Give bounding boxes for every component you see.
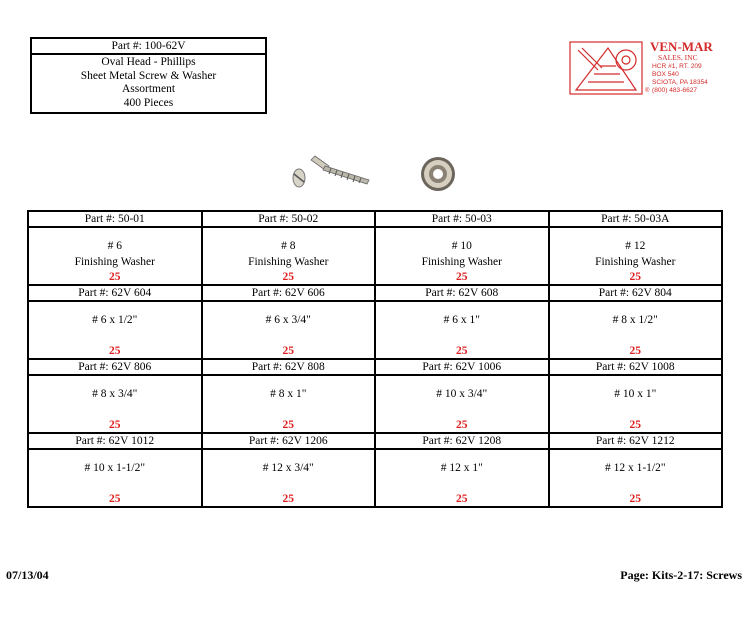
part-size-text	[29, 386, 201, 402]
part-number-cell: Part #: 62V 606	[202, 285, 376, 301]
logo-name: VEN-MAR	[650, 40, 713, 54]
part-quantity: 25	[282, 493, 294, 505]
footer-page-label: Page: Kits-2-17: Screws	[620, 568, 742, 582]
logo-bolt-icon	[576, 48, 636, 90]
part-size-text	[203, 312, 375, 328]
part-quantity: 25	[282, 271, 294, 283]
part-detail-cell	[28, 301, 202, 359]
part-quantity: 25	[109, 271, 121, 283]
part-number-row	[28, 285, 722, 301]
part-detail-cell	[549, 449, 723, 507]
part-number-row	[28, 433, 722, 449]
part-quantity: 25	[456, 271, 468, 283]
part-number-cell: Part #: 62V 1008	[549, 359, 723, 375]
part-number-cell: Part #: 62V 1208	[375, 433, 549, 449]
kit-description-line: 400 Pieces	[123, 96, 174, 109]
logo-thread-icon	[588, 66, 624, 82]
part-detail-cell	[375, 227, 549, 285]
part-size-text	[29, 312, 201, 328]
part-detail-row	[28, 227, 722, 285]
part-detail-cell	[549, 375, 723, 433]
part-detail-cell	[202, 375, 376, 433]
part-number-cell: Part #: 50-03A	[549, 211, 723, 227]
part-detail-cell	[28, 375, 202, 433]
part-size-text	[550, 460, 722, 476]
logo-phone: (800) 483-6627	[652, 87, 698, 94]
logo-address-line: BOX 540	[652, 71, 679, 78]
part-number-cell: Part #: 62V 608	[375, 285, 549, 301]
part-detail-cell	[375, 301, 549, 359]
footer-date: 07/13/04	[6, 568, 49, 582]
part-number-cell: Part #: 62V 806	[28, 359, 202, 375]
part-quantity: 25	[629, 419, 641, 431]
part-detail-cell	[549, 227, 723, 285]
part-size: # 6 x 1/2"	[92, 314, 138, 326]
part-size: # 10	[451, 240, 472, 252]
part-number-cell: Part #: 62V 808	[202, 359, 376, 375]
part-detail-cell	[202, 301, 376, 359]
part-number-cell: Part #: 62V 1206	[202, 433, 376, 449]
logo-sub: SALES, INC	[658, 53, 698, 62]
part-detail-cell	[28, 227, 202, 285]
logo-nut-icon	[616, 50, 636, 70]
part-number-cell: Part #: 62V 604	[28, 285, 202, 301]
part-number-cell: Part #: 50-03	[375, 211, 549, 227]
part-size: # 6	[107, 240, 122, 252]
part-size: # 8	[281, 240, 296, 252]
part-quantity: 25	[629, 345, 641, 357]
part-size-text	[376, 460, 548, 476]
part-number-cell: Part #: 50-02	[202, 211, 376, 227]
part-size: # 8 x 1"	[270, 388, 307, 400]
part-detail-cell	[28, 449, 202, 507]
part-quantity: 25	[109, 419, 121, 431]
part-size-text	[550, 386, 722, 402]
part-size: # 10 x 1-1/2"	[84, 462, 146, 474]
part-size: # 12 x 1"	[440, 462, 483, 474]
kit-description-line: Sheet Metal Screw & Washer	[80, 69, 217, 82]
part-size: # 10 x 3/4"	[436, 388, 488, 400]
part-quantity: 25	[109, 345, 121, 357]
part-detail-cell	[202, 449, 376, 507]
part-quantity: 25	[282, 345, 294, 357]
part-quantity: 25	[109, 493, 121, 505]
part-size-text	[203, 386, 375, 402]
part-type: Finishing Washer	[74, 256, 155, 268]
part-quantity: 25	[456, 345, 468, 357]
part-quantity: 25	[282, 419, 294, 431]
part-size: # 8 x 1/2"	[612, 314, 658, 326]
logo-registered-mark: ®	[645, 88, 650, 94]
part-size: # 8 x 3/4"	[92, 388, 138, 400]
part-size: # 6 x 1"	[443, 314, 480, 326]
part-number-row	[28, 359, 722, 375]
part-type: Finishing Washer	[421, 256, 502, 268]
part-size: # 10 x 1"	[614, 388, 657, 400]
part-detail-cell	[375, 375, 549, 433]
part-number-cell: Part #: 50-01	[28, 211, 202, 227]
part-size-text	[376, 238, 548, 270]
logo-screw-icon	[578, 48, 602, 70]
part-size: # 12 x 3/4"	[262, 462, 314, 474]
part-detail-row	[28, 375, 722, 433]
part-detail-row	[28, 301, 722, 359]
part-number-cell: Part #: 62V 804	[549, 285, 723, 301]
part-size-text	[376, 386, 548, 402]
part-size-text	[203, 460, 375, 476]
kit-part-number: Part #: 100-62V	[32, 39, 265, 55]
part-detail-row	[28, 449, 722, 507]
part-size-text	[550, 238, 722, 270]
logo-nut-hole-icon	[622, 56, 630, 64]
ven-mar-logo	[568, 40, 743, 98]
part-size-text	[550, 312, 722, 328]
part-quantity: 25	[629, 271, 641, 283]
part-number-cell: Part #: 62V 1012	[28, 433, 202, 449]
logo-address-line: SCIOTA, PA 18354	[652, 79, 708, 86]
part-size: # 12 x 1-1/2"	[604, 462, 666, 474]
part-quantity: 25	[629, 493, 641, 505]
part-detail-cell	[549, 301, 723, 359]
part-size: # 12	[625, 240, 646, 252]
kit-header-box	[30, 37, 267, 114]
part-number-row	[28, 211, 722, 227]
part-number-cell: Part #: 62V 1006	[375, 359, 549, 375]
parts-table	[27, 210, 723, 508]
logo-address-line: HCR #1, RT. 209	[652, 63, 702, 70]
part-size-text	[203, 238, 375, 270]
part-size: # 6 x 3/4"	[265, 314, 311, 326]
part-quantity: 25	[456, 419, 468, 431]
part-size-text	[376, 312, 548, 328]
part-detail-cell	[375, 449, 549, 507]
kit-description-line: Assortment	[121, 83, 176, 95]
part-type: Finishing Washer	[595, 256, 676, 268]
part-size-text	[29, 238, 201, 270]
part-size-text	[29, 460, 201, 476]
part-quantity: 25	[456, 493, 468, 505]
washer-icon	[421, 157, 455, 191]
part-detail-cell	[202, 227, 376, 285]
product-images	[285, 152, 465, 196]
part-number-cell: Part #: 62V 1212	[549, 433, 723, 449]
part-type: Finishing Washer	[248, 256, 329, 268]
kit-description	[32, 55, 265, 112]
kit-description-line: Oval Head - Phillips	[101, 56, 196, 68]
screw-icon	[293, 156, 369, 187]
